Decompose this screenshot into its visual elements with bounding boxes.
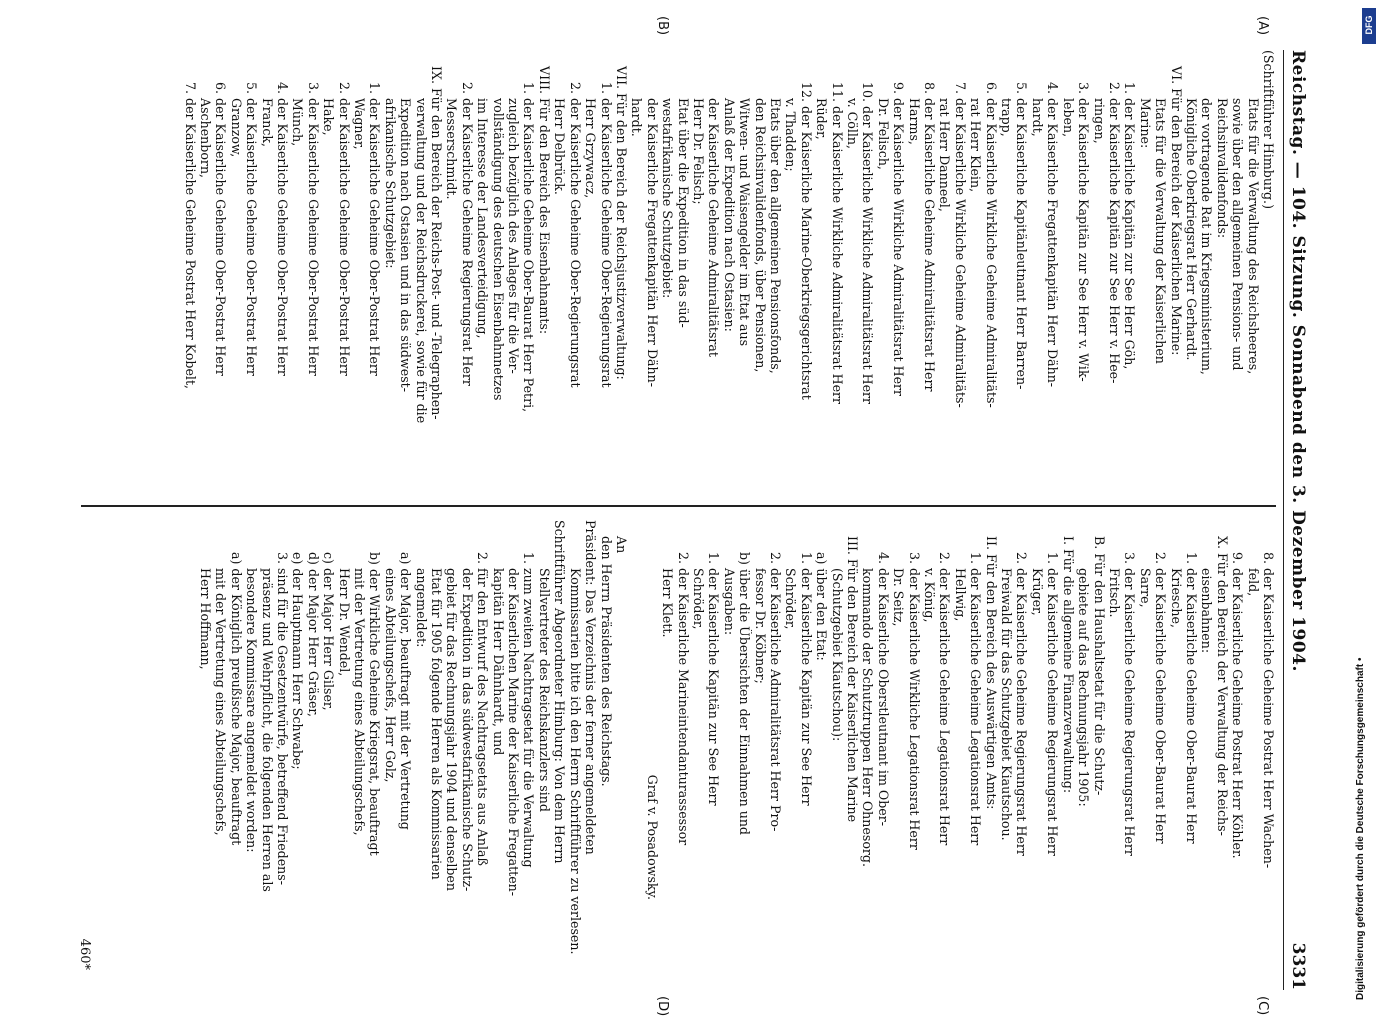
text-line: westafrikanische Schutzgebiet:	[660, 98, 676, 299]
text-line: e) der Hauptmann Herr Schwabe;	[290, 552, 306, 770]
page-number: 3331	[1288, 942, 1308, 990]
text-line: 6. der Kaiserliche Wirkliche Geheime Admiralitäts-	[983, 82, 999, 408]
text-line: 2. der Kaiserliche Marineintendanturassessor	[675, 552, 691, 846]
digitization-credit: Digitalisierung gefördert durch die Deutsche Forschungsgemeinschaft •	[1355, 657, 1366, 1000]
text-line: Herr Dr. Felisch;	[690, 98, 706, 205]
text-line: hardt,	[1029, 98, 1045, 137]
text-line: B. Für den Haushaltsetat für die Schutz-	[1091, 536, 1107, 796]
column-divider	[81, 505, 1276, 507]
text-line: 7. der Kaiserliche Geheime Postrat Herr Kobelt,	[182, 82, 198, 390]
text-line: 1. der Kaiserliche Kapitän zur See Herr Göh,	[1122, 82, 1138, 370]
text-line: Herr Grzywacz,	[583, 98, 599, 199]
margin-marker-d: (D)	[655, 996, 670, 1016]
text-line: Sarre,	[1137, 568, 1153, 608]
text-line: 1. zum zweiten Nachtragsetat für die Verwaltung	[521, 552, 537, 868]
text-line: Kommissarien bitte ich den Herrn Schriftführer zu verlesen.	[567, 568, 583, 955]
text-line: 4. der Kaiserliche Geheime Ober-Postrat Herr	[275, 82, 290, 376]
text-line: Dr. Felisch,	[875, 98, 891, 170]
text-line: Herr Klett.	[660, 568, 676, 638]
text-line: 3. der Kaiserliche Geheime Regierungsrat Herr	[1122, 552, 1138, 856]
text-line: 1. der Kaiserliche Geheime Regierungsrat Herr	[1045, 552, 1061, 856]
margin-marker-a: (A)	[1255, 16, 1270, 36]
text-line: sowie über den allgemeinen Pensions- und	[1230, 98, 1246, 371]
text-line: Expedition nach Ostasien und in das südwest-	[398, 98, 414, 392]
document-page	[60, 16, 1310, 1016]
text-line: (Schriftführer Himburg.)	[1261, 50, 1276, 209]
header-title: Reichstag. — 104. Sitzung. Sonnabend den 3. Dezember 1904.	[1288, 50, 1308, 672]
text-line: Freiwald für das Schutzgebiet Kiautschou.	[999, 568, 1015, 841]
text-line: b) über die Übersichten der Einnahmen und	[737, 552, 753, 835]
text-line: mit der Vertretung eines Abteilungschefs,	[213, 568, 229, 836]
text-line: eisenbahnen:	[1199, 568, 1215, 654]
text-line: 2. der Kaiserliche Geheime Regierungsrat Herr	[1014, 552, 1030, 856]
text-line: 8. der Kaiserliche Geheime Postrat Herr Wachen-	[1261, 552, 1276, 869]
text-line: im Interesse der Landesverteidigung,	[475, 98, 491, 339]
text-line: 1. der Kaiserliche Kapitän zur See Herr	[706, 552, 722, 806]
text-line: 9. der Kaiserliche Geheime Postrat Herr Köhler.	[1230, 552, 1246, 859]
text-line: v. Thadden;	[783, 98, 799, 172]
text-line: 2. der Kaiserliche Geheime Ober-Baurat Herr	[1153, 552, 1169, 844]
text-line: fessor Dr. Köbner;	[752, 568, 768, 684]
text-line: ringen,	[1091, 98, 1107, 144]
text-line: Harms,	[906, 98, 922, 145]
text-line: verwaltung und der Reichsdruckerei, sowie für die	[413, 98, 429, 424]
dfg-logo-label: DFG	[1364, 15, 1374, 35]
text-line: der vortragende Rat im Kriegsministerium,	[1199, 98, 1215, 375]
text-line: Franck,	[259, 98, 275, 148]
page-header	[1283, 50, 1310, 990]
text-line: 1. der Kaiserliche Geheime Legationsrat Herr	[968, 552, 984, 846]
text-line: 2. der Kaiserliche Geheime Regierungsrat Herr	[459, 82, 475, 386]
text-line: 2. der Kaiserliche Geheime Ober-Regierungsrat	[567, 82, 583, 388]
text-line: Marine:	[1137, 98, 1153, 149]
text-line: Kriesche,	[1168, 568, 1184, 628]
text-line: gebiet für das Rechnungsjahr 1904 und denselben	[444, 568, 460, 891]
text-line: 3. der Kaiserliche Geheime Ober-Postrat Herr	[305, 82, 321, 376]
text-line: Etats für die Verwaltung des Reichsheeres,	[1245, 98, 1261, 375]
text-line: eines Abteilungschefs, Herr Golz,	[382, 568, 398, 783]
text-line: gebiete auf das Rechnungsjahr 1905:	[1076, 568, 1092, 807]
text-line: kapitän Herr Dähnhardt, und	[490, 568, 506, 756]
text-line: Witwen- und Waisengelder im Etat aus	[737, 98, 753, 347]
text-line: Anlaß der Expedition nach Ostasien:	[721, 98, 737, 332]
text-line: Schriftführer Abgeordneter Himburg: Von dem Herrn	[552, 520, 568, 864]
text-line: Königliche Oberkriegsrat Herr Gerhardt.	[1183, 98, 1199, 361]
text-line: Herr Dr. Wendel,	[336, 568, 352, 677]
text-column-right	[198, 520, 1276, 960]
text-line: Schröder,	[690, 568, 706, 630]
text-line: v. Cölln,	[845, 98, 861, 150]
text-line: besondere Kommissare angemeldet worden:	[244, 568, 260, 853]
text-line: der Expedition in das südwestafrikanische Schutz-	[459, 568, 475, 892]
text-line: VII. Für den Bereich der Reichsjustizverwaltung:	[613, 66, 629, 380]
text-line: der Kaiserlichen Marine der Kaiserliche Fregatten-	[506, 568, 522, 897]
text-line: zugleich bezüglich des Anlages für die Ver-	[506, 98, 522, 374]
margin-marker-c: (C)	[1255, 996, 1270, 1016]
text-line: der Kaiserliche Fregattenkapitän Herr Dähn-	[644, 98, 660, 388]
text-line: 12. der Kaiserliche Marine-Oberkriegsgerichtsrat	[798, 82, 814, 400]
text-line: v. König,	[922, 568, 938, 623]
text-line: 1. der Kaiserliche Geheime Ober-Baurat Herr Petri,	[521, 82, 537, 413]
text-line: Etats für die Verwaltung der Kaiserlichen	[1153, 98, 1169, 364]
text-line: mit der Vertretung eines Abteilungschefs,	[352, 568, 368, 836]
text-line: rat Herr Klein,	[968, 98, 984, 193]
text-line: Herr Delbrück.	[552, 98, 568, 195]
text-line: Graf v. Posadowsky.	[644, 774, 660, 900]
text-line: Fritsch.	[1106, 568, 1122, 618]
text-line	[629, 520, 644, 960]
text-line: a) über den Etat:	[814, 552, 830, 661]
text-line: 4. der Kaiserliche Oberstleutnant im Ober-	[875, 552, 891, 827]
text-line: leben,	[1060, 98, 1076, 138]
text-line: afrikanische Schutzgebiet:	[382, 98, 398, 269]
text-line: 3. sind für die Gesetzentwürfe, betreffend Friedens-	[275, 552, 290, 886]
text-line: vollständigung des deutschen Eisenbahnnetzes	[490, 98, 506, 401]
text-line: 2. für den Entwurf des Nachtragsetats aus Anlaß	[475, 552, 491, 866]
text-line: 4. der Kaiserliche Fregattenkapitän Herr Dähn-	[1045, 82, 1061, 388]
text-line: III. Für den Bereich der Kaiserlichen Marine	[845, 536, 861, 823]
text-line: Krüger,	[1029, 568, 1045, 616]
text-line: der Kaiserliche Geheime Admiralitätsrat	[706, 98, 722, 357]
text-line: Messerschmidt.	[444, 98, 460, 200]
text-line: Hellwig,	[952, 568, 968, 622]
text-line: Münch,	[290, 98, 306, 147]
text-line: 1. der Kaiserliche Kapitän zur See Herr	[798, 552, 814, 806]
text-line: 2. der Kaiserliche Geheime Legationsrat Herr	[937, 552, 953, 846]
text-line: 1. der Kaiserliche Geheime Ober-Baurat Herr	[1183, 552, 1199, 844]
margin-marker-b: (B)	[655, 16, 670, 36]
text-column-left	[182, 50, 1276, 490]
footer-signature-mark: 460*	[77, 938, 92, 970]
text-line: hardt.	[629, 98, 645, 137]
text-line: den Herrn Präsidenten des Reichstags.	[598, 536, 614, 787]
text-line: 8. der Kaiserliche Geheime Admiralitätsrat Herr	[922, 82, 938, 392]
text-line: 11. der Kaiserliche Wirkliche Admiralitätsrat Herr	[829, 82, 845, 405]
text-line: feld,	[1245, 568, 1261, 597]
text-line: d) der Major Herr Gräser,	[305, 552, 321, 718]
text-line: Wagner,	[352, 98, 368, 150]
text-line: Dr. Seitz,	[891, 568, 907, 627]
text-line: angemeldet:	[413, 568, 429, 648]
text-line: 2. der Kaiserliche Admiralitätsrat Herr Pro-	[768, 552, 783, 832]
text-line: Granzow,	[228, 98, 244, 158]
text-line: An	[613, 536, 629, 554]
text-line: 1. der Kaiserliche Geheime Ober-Regierungsrat	[598, 82, 614, 388]
text-line: IX. Für den Bereich der Reichs-Post- und -Telegraphen-	[429, 66, 445, 420]
text-line: 7. der Kaiserliche Wirkliche Geheime Admiralitäts-	[952, 82, 968, 408]
text-line: (Schutzgebiet Kiautschou):	[829, 568, 845, 742]
text-line: kommando der Schutztruppen Herr Ohnesorg.	[860, 568, 876, 867]
text-line: Präsident: Das Verzeichnis der ferner angemeldeten	[583, 520, 599, 855]
text-line: 9. der Kaiserliche Wirkliche Admiralitätsrat Herr	[891, 82, 907, 397]
text-line: den Reichsinvalidenfonds, über Pensionen,	[752, 98, 768, 373]
dfg-logo	[1362, 8, 1376, 44]
text-line: Etat über die Expedition in das süd-	[675, 98, 691, 328]
text-line: Etat für 1905 folgende Herren als Kommissarien	[429, 568, 445, 880]
text-line: Aschenborn,	[197, 98, 213, 179]
text-line: Ausgaben:	[721, 568, 737, 636]
text-line: X. Für den Bereich der Verwaltung der Reichs-	[1214, 536, 1230, 836]
text-line: trapp,	[999, 98, 1015, 137]
text-line: 2. der Kaiserliche Kapitän zur See Herr v. Hee-	[1106, 82, 1122, 384]
text-line: rat Herr Danneel,	[937, 98, 953, 212]
text-line: Reichsinvalidenfonds:	[1214, 98, 1230, 239]
text-line: a) der Königlich preußische Major, beauftragt	[228, 552, 244, 846]
text-line: 6. der Kaiserliche Geheime Ober-Postrat Herr	[213, 82, 229, 376]
text-line: VI. Für den Bereich der Kaiserlichen Marine:	[1168, 66, 1184, 356]
text-line: präsenz und Wehrpflicht, die folgenden Herren als	[259, 568, 275, 892]
text-line: 5. der Kaiserliche Kapitänleutnant Herr Barren-	[1014, 82, 1030, 390]
text-line: 10. der Kaiserliche Wirkliche Admiralitätsrat Herr	[860, 82, 876, 405]
text-line: I. Für die allgemeine Finanzverwaltung:	[1060, 536, 1076, 794]
text-line: VIII. Für den Bereich des Eisenbahnamts:	[536, 66, 552, 335]
text-line: 3. der Kaiserliche Kapitän zur See Herr v. Wik-	[1076, 82, 1092, 382]
text-line: Etats über den allgemeinen Pensionsfonds,	[768, 98, 783, 374]
text-line: 1. der Kaiserliche Geheime Ober-Postrat Herr	[367, 82, 383, 376]
text-line: Herr Hoffmann,	[197, 568, 213, 670]
text-line: 2. der Kaiserliche Geheime Ober-Postrat Herr	[336, 82, 352, 376]
text-line: Schröder,	[783, 568, 799, 630]
text-line: c) der Major Herr Gilser,	[321, 552, 337, 711]
text-line: 5. der Kaiserliche Geheime Ober-Postrat Herr	[244, 82, 260, 376]
text-line: Rüder,	[814, 98, 830, 140]
text-line: Hake,	[321, 98, 337, 136]
text-line: Stellvertreter des Reichskanzlers sind	[536, 568, 552, 812]
text-line: II. Für den Bereich des Auswärtigen Amts:	[983, 536, 999, 810]
text-line: b) der Wirkliche Geheime Kriegsrat, beauftragt	[367, 552, 383, 856]
text-line: 3. der Kaiserliche Wirkliche Legationsrat Herr	[906, 552, 922, 850]
text-line: a) der Major, beauftragt mit der Vertretung	[398, 552, 414, 830]
